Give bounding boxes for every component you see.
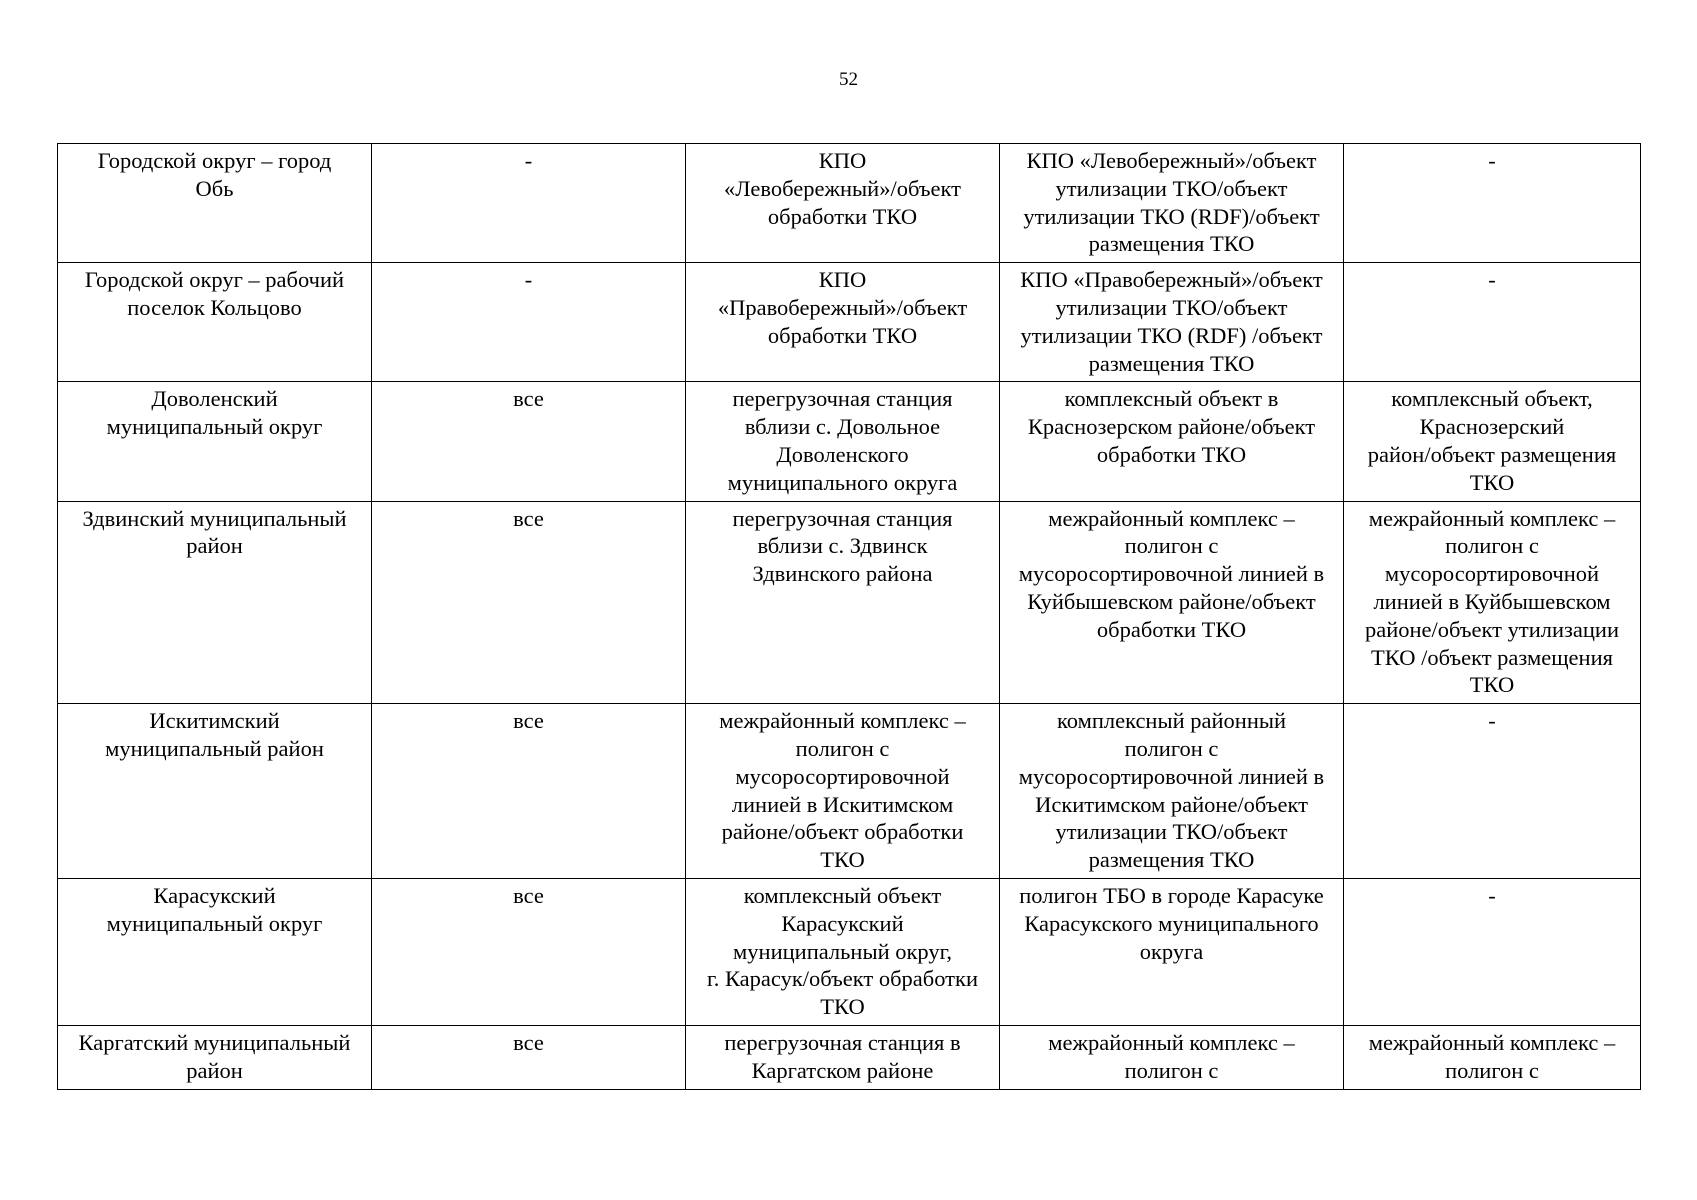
table-row	[58, 501, 1641, 704]
table-row	[58, 263, 1641, 382]
municipality-cell: Здвинский муниципальный район	[58, 501, 372, 704]
table-row	[58, 1025, 1641, 1089]
settlements-cell: -	[372, 144, 686, 263]
table-row	[58, 144, 1641, 263]
settlements-cell: все	[372, 704, 686, 879]
processing-object-cell: комплексный объект в Краснозерском районе/объект обработки ТКО	[1000, 382, 1344, 501]
disposal-object-cell: межрайонный комплекс – полигон с мусоросортировочной линией в Куйбышевском районе/объект утилизации ТКО /объект размещения ТКО	[1344, 501, 1641, 704]
transfer-object-cell: КПО «Правобережный»/объект обработки ТКО	[686, 263, 1000, 382]
transfer-object-cell: перегрузочная станция в Каргатском районе	[686, 1025, 1000, 1089]
disposal-object-cell: комплексный объект, Краснозерский район/объект размещения ТКО	[1344, 382, 1641, 501]
transfer-object-cell: КПО «Левобережный»/объект обработки ТКО	[686, 144, 1000, 263]
table-row	[58, 382, 1641, 501]
processing-object-cell: комплексный районный полигон с мусоросортировочной линией в Искитимском районе/объект утилизации ТКО/объект размещения ТКО	[1000, 704, 1344, 879]
settlements-cell: -	[372, 263, 686, 382]
municipality-cell: Городской округ – рабочий поселок Кольцово	[58, 263, 372, 382]
table-row	[58, 878, 1641, 1025]
settlements-cell: все	[372, 501, 686, 704]
transfer-object-cell: перегрузочная станция вблизи с. Довольное Доволенского муниципального округа	[686, 382, 1000, 501]
settlements-cell: все	[372, 382, 686, 501]
disposal-object-cell: -	[1344, 263, 1641, 382]
processing-object-cell: КПО «Левобережный»/объект утилизации ТКО/объект утилизации ТКО (RDF)/объект размещения ТКО	[1000, 144, 1344, 263]
waste-routing-table	[57, 143, 1641, 1090]
processing-object-cell: КПО «Правобережный»/объект утилизации ТКО/объект утилизации ТКО (RDF) /объект размещения ТКО	[1000, 263, 1344, 382]
disposal-object-cell: межрайонный комплекс – полигон с	[1344, 1025, 1641, 1089]
transfer-object-cell: комплексный объект Карасукский муниципальный округ, г. Карасук/объект обработки ТКО	[686, 878, 1000, 1025]
settlements-cell: все	[372, 1025, 686, 1089]
municipality-cell: Доволенский муниципальный округ	[58, 382, 372, 501]
disposal-object-cell: -	[1344, 878, 1641, 1025]
processing-object-cell: межрайонный комплекс – полигон с мусоросортировочной линией в Куйбышевском районе/объект обработки ТКО	[1000, 501, 1344, 704]
table-row	[58, 704, 1641, 879]
transfer-object-cell: межрайонный комплекс – полигон с мусоросортировочной линией в Искитимском районе/объект обработки ТКО	[686, 704, 1000, 879]
municipality-cell: Искитимский муниципальный район	[58, 704, 372, 879]
processing-object-cell: полигон ТБО в городе Карасуке Карасукского муниципального округа	[1000, 878, 1344, 1025]
municipality-cell: Карасукский муниципальный округ	[58, 878, 372, 1025]
municipality-cell: Городской округ – город Обь	[58, 144, 372, 263]
page-number: 52	[839, 69, 858, 90]
disposal-object-cell: -	[1344, 144, 1641, 263]
settlements-cell: все	[372, 878, 686, 1025]
disposal-object-cell: -	[1344, 704, 1641, 879]
municipality-cell: Каргатский муниципальный район	[58, 1025, 372, 1089]
processing-object-cell: межрайонный комплекс – полигон с	[1000, 1025, 1344, 1089]
transfer-object-cell: перегрузочная станция вблизи с. Здвинск Здвинского района	[686, 501, 1000, 704]
